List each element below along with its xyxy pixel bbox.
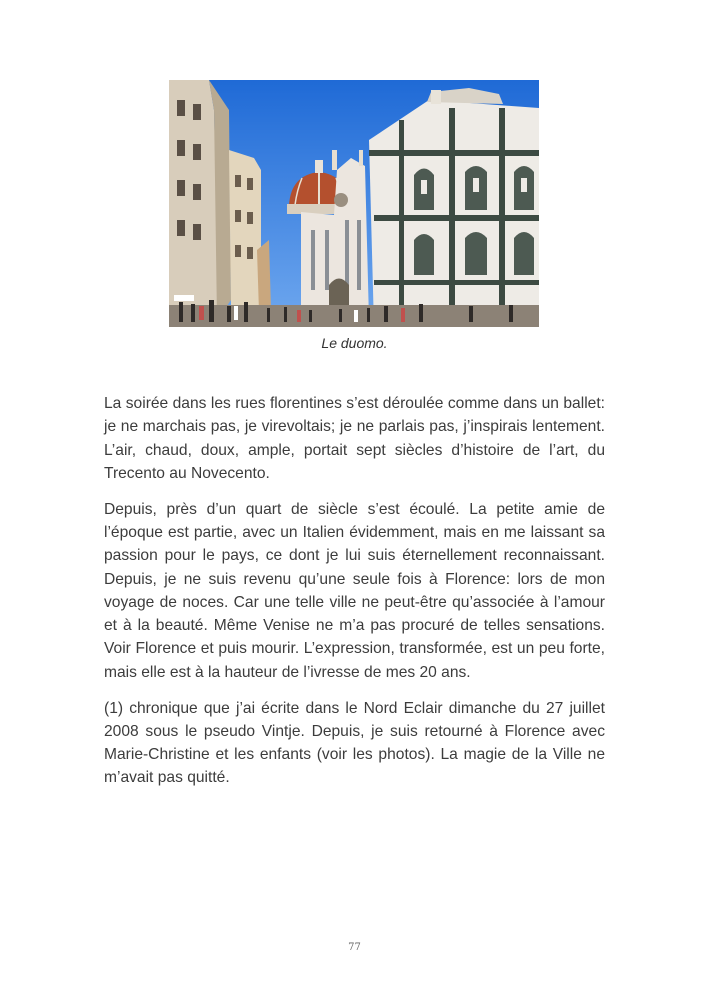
page-number: 77: [348, 942, 361, 953]
figure-caption: Le duomo.: [321, 335, 388, 351]
duomo-photo: [169, 80, 539, 327]
body-text: [104, 392, 605, 802]
paragraph-3: (1) chronique que j’ai écrite dans le Nord Eclair dimanche du 27 juillet 2008 sous le pseudo Vintje. Depuis, je suis retourné à Florence avec Marie-Christine et les enfants (voir les photos). La magie de la Ville ne m’avait pas quitté.: [104, 699, 605, 787]
paragraph-2: Depuis, près d’un quart de siècle s’est écoulé. La petite amie de l’époque est partie, avec un Italien évidemment, mais en me laissant sa passion pour le pays, ce dont je lui suis éternellement reconnaissant. Depuis, je ne suis revenu qu’une seule fois à Florence: lors de mon voyage de noces. Car une telle ville ne peut-être qu’associée à l’amour et à la beauté. Même Venise ne m’a pas procuré de telles sensations. Voir Florence et puis mourir. L’expression, transformée, est un peu forte, mais elle est à la hauteur de l’ivresse de mes 20 ans.: [104, 500, 605, 681]
paragraph-1: La soirée dans les rues florentines s’est déroulée comme dans un ballet: je ne marchais pas, je virevoltais; je ne parlais pas, j’inspirais lentement. L’air, chaud, doux, ample, portait sept siècles d’histoire de l’art, du Trecento au Novecento.: [104, 395, 605, 482]
